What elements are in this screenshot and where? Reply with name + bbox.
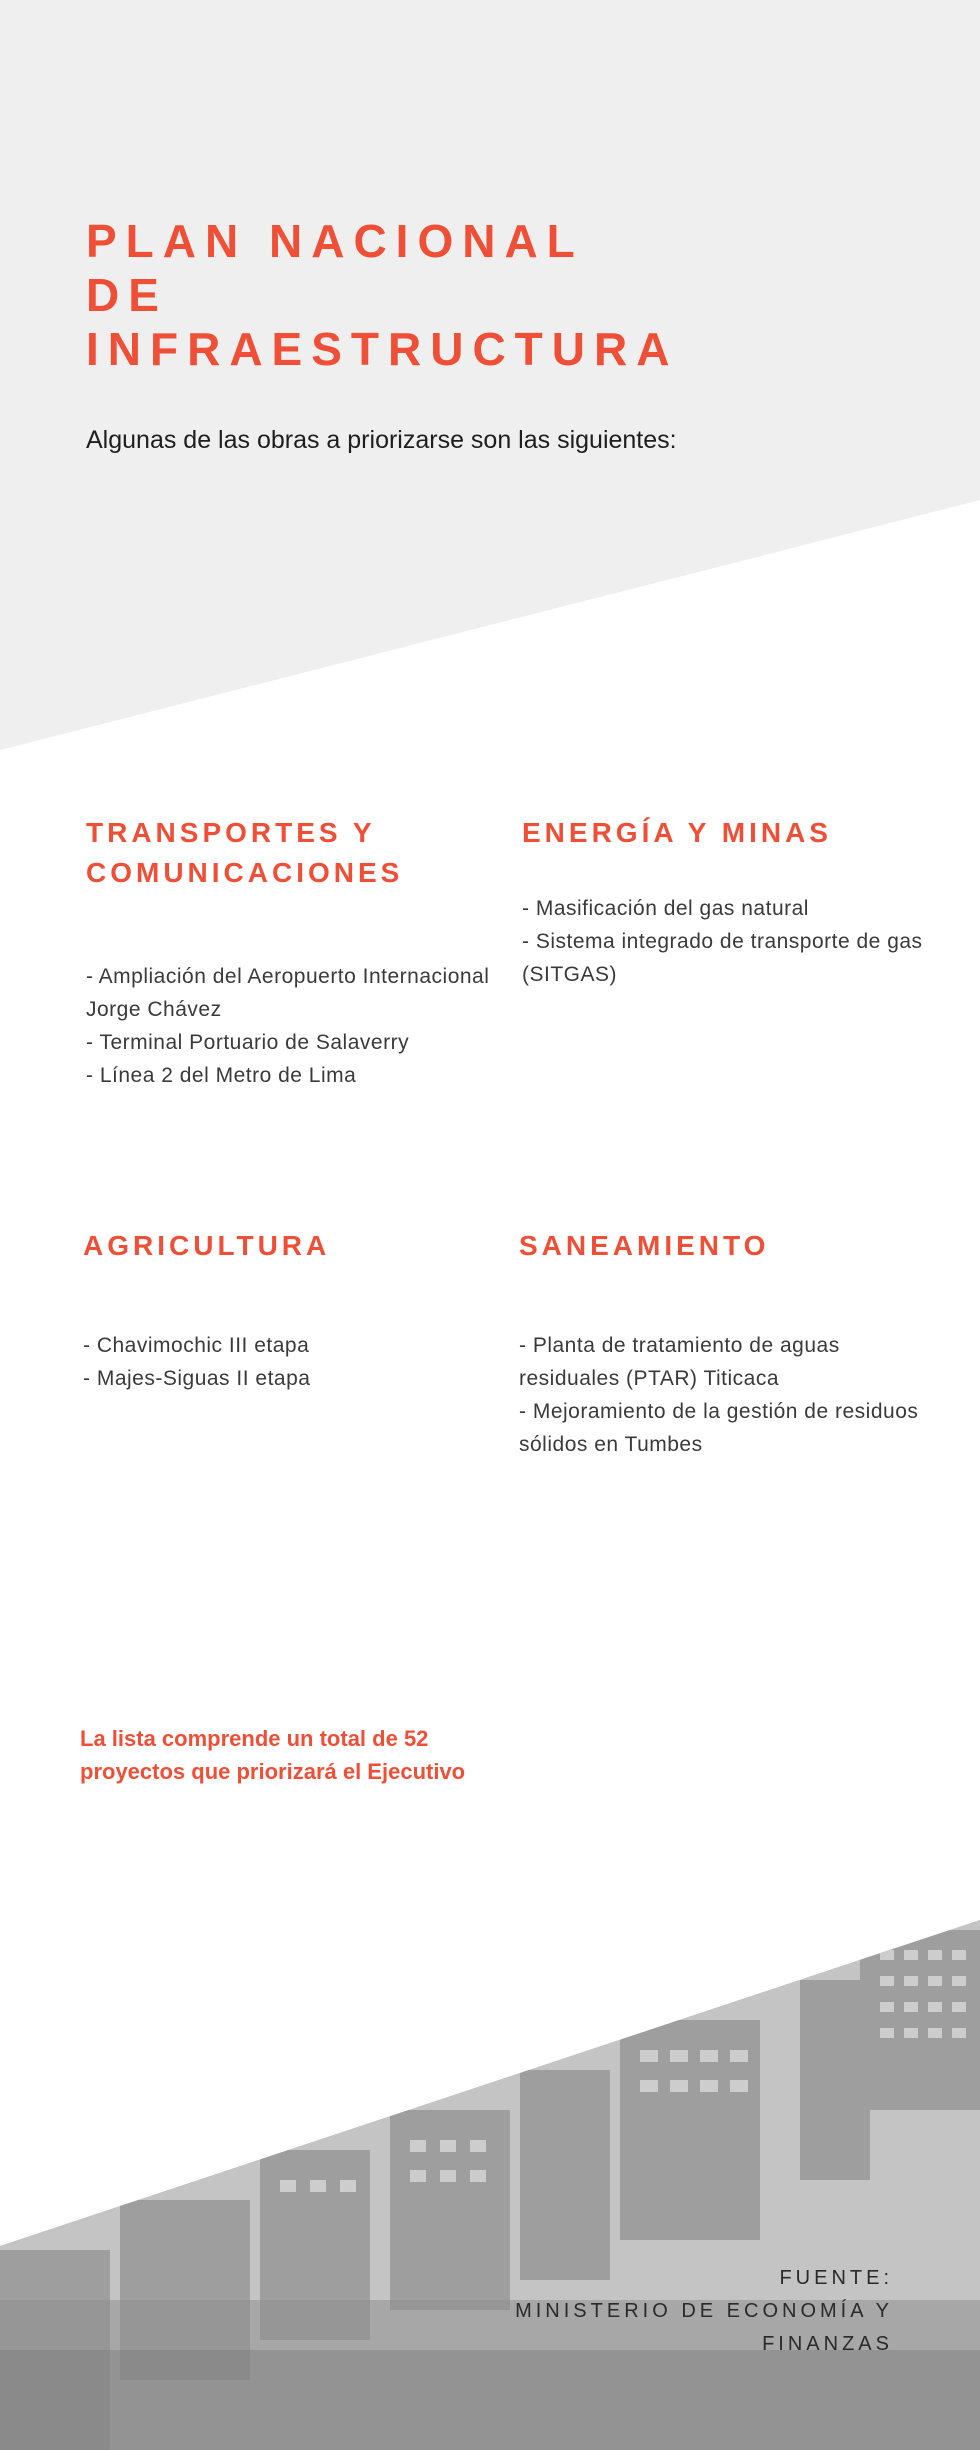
- list-item: - Ampliación del Aeropuerto Internacional Jorge Chávez: [86, 965, 490, 1021]
- list-item: - Sistema integrado de transporte de gas (SITGAS): [522, 930, 923, 986]
- project-list: [83, 1329, 503, 1395]
- page-title: PLAN NACIONAL DE INFRAESTRUCTURA: [86, 215, 679, 375]
- city-skyline-band: [0, 1920, 980, 2450]
- section-energia: [522, 813, 942, 991]
- list-item: - Planta de tratamiento de aguas residuales (PTAR) Titicaca: [519, 1334, 840, 1390]
- intro-text: Algunas de las obras a priorizarse son las siguientes:: [86, 426, 677, 454]
- project-list: [86, 960, 506, 1092]
- section-title: ENERGÍA Y MINAS: [522, 817, 832, 848]
- section-agricultura: [83, 1226, 503, 1395]
- project-list: [522, 892, 942, 991]
- list-item: - Masificación del gas natural: [522, 897, 809, 920]
- section-title: SANEAMIENTO: [519, 1230, 770, 1261]
- section-transportes: [86, 813, 506, 1092]
- list-item: - Mejoramiento de la gestión de residuos sólidos en Tumbes: [519, 1400, 919, 1456]
- section-saneamiento: [519, 1226, 939, 1461]
- list-item: - Línea 2 del Metro de Lima: [86, 1064, 357, 1087]
- summary-note: La lista comprende un total de 52 proyectos que priorizará el Ejecutivo: [80, 1726, 466, 1784]
- top-diagonal-band: [0, 0, 980, 760]
- project-list: [519, 1329, 939, 1461]
- section-title: AGRICULTURA: [83, 1230, 331, 1261]
- source-credit: FUENTE: MINISTERIO DE ECONOMÍA Y FINANZAS: [515, 2267, 893, 2355]
- section-title: TRANSPORTES Y COMUNICACIONES: [86, 817, 404, 888]
- list-item: - Chavimochic III etapa: [83, 1334, 310, 1357]
- list-item: - Majes-Siguas II etapa: [83, 1367, 311, 1390]
- skyline-illustration: [0, 1920, 980, 2450]
- list-item: - Terminal Portuario de Salaverry: [86, 1031, 410, 1054]
